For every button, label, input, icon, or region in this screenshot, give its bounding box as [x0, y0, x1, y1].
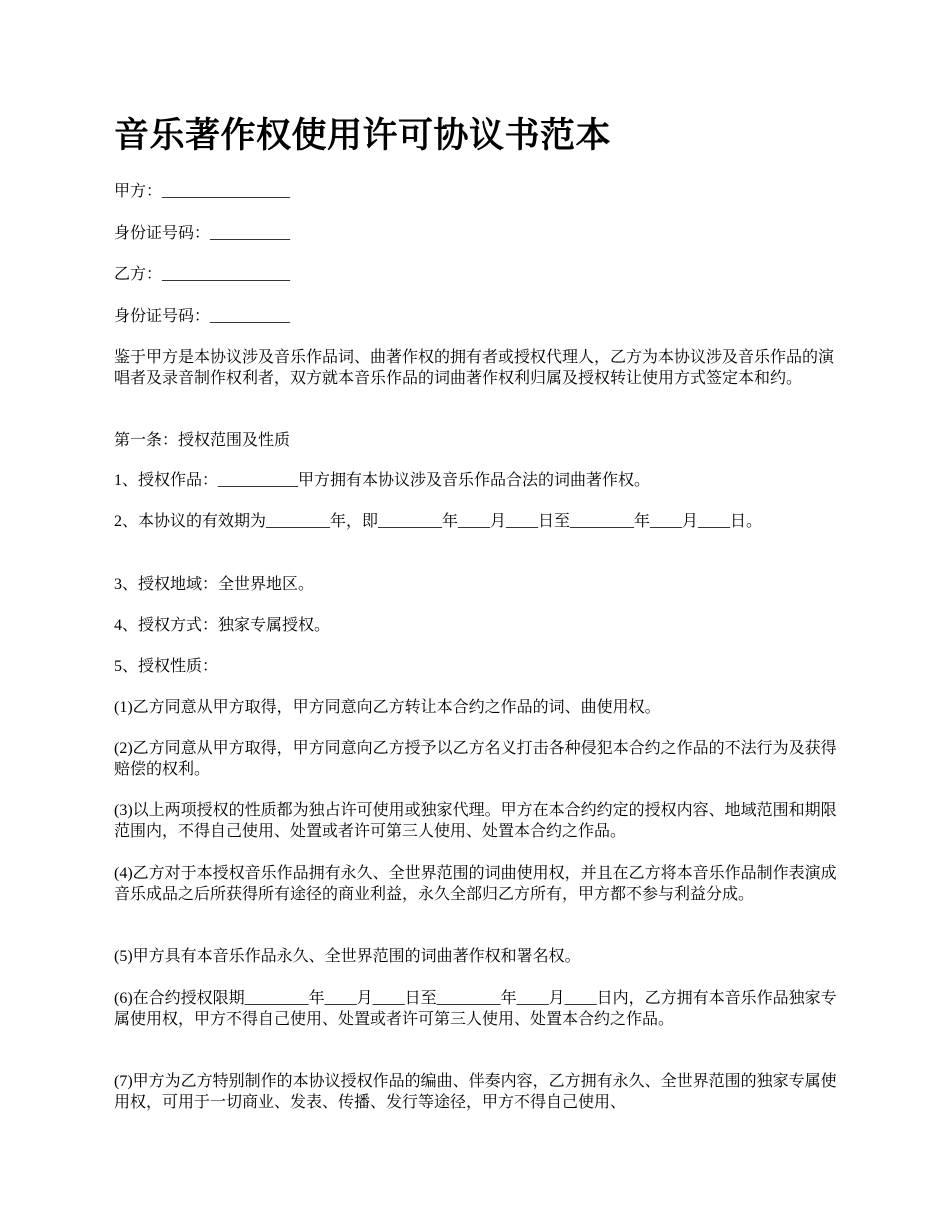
- subclause-3: (3)以上两项授权的性质都为独占许可使用或独家代理。甲方在本合约约定的授权内容、地域范围和期限范围内，不得自己使用、处置或者许可第三人使用、处置本合约之作品。: [114, 802, 837, 840]
- document-title: 音乐著作权使用许可协议书范本: [114, 116, 612, 155]
- preamble-paragraph: 鉴于甲方是本协议涉及音乐作品词、曲著作权的拥有者或授权代理人，乙方为本协议涉及音乐作品的演唱者及录音制作权利者，双方就本音乐作品的词曲著作权利归属及授权转让使用方式签定本和约。: [114, 349, 835, 387]
- subclause-1: (1)乙方同意从甲方取得，甲方同意向乙方转让本合约之作品的词、曲使用权。: [114, 699, 661, 716]
- party-a-id-line: 身份证号码：__________: [114, 225, 291, 242]
- clause-5: 5、授权性质：: [114, 658, 219, 675]
- subclause-4: (4)乙方对于本授权音乐作品拥有永久、全世界范围的词曲使用权，并且在乙方将本音乐作品制作表演成音乐成品之后所获得所有途径的商业利益，永久全部归乙方所有，甲方都不参与利益分成。: [114, 865, 837, 903]
- article-one-heading: 第一条：授权范围及性质: [114, 432, 291, 449]
- party-b-id-line: 身份证号码：__________: [114, 308, 291, 325]
- clause-4: 4、授权方式：独家专属授权。: [114, 617, 331, 634]
- clause-2: 2、本协议的有效期为________年，即________年____月____日至________年____月____日。: [114, 513, 763, 530]
- subclause-7: (7)甲方为乙方特别制作的本协议授权作品的编曲、伴奏内容，乙方拥有永久、全世界范围的独家专属使用权，可用于一切商业、发表、传播、发行等途径，甲方不得自己使用、: [114, 1073, 837, 1111]
- clause-1: 1、授权作品：__________甲方拥有本协议涉及音乐作品合法的词曲著作权。: [114, 472, 651, 489]
- subclause-5: (5)甲方具有本音乐作品永久、全世界范围的词曲著作权和署名权。: [114, 948, 581, 965]
- party-b-line: 乙方：________________: [114, 266, 291, 283]
- subclause-6: (6)在合约授权限期________年____月____日至________年____月____日内，乙方拥有本音乐作品独家专属使用权，甲方不得自己使用、处置或者许可第三人使用、处置本合约之作品。: [114, 990, 837, 1028]
- party-a-line: 甲方：________________: [114, 183, 291, 200]
- subclause-2: (2)乙方同意从甲方取得，甲方同意向乙方授予以乙方名义打击各种侵犯本合约之作品的不法行为及获得赔偿的权利。: [114, 740, 837, 778]
- clause-3: 3、授权地域：全世界地区。: [114, 576, 315, 593]
